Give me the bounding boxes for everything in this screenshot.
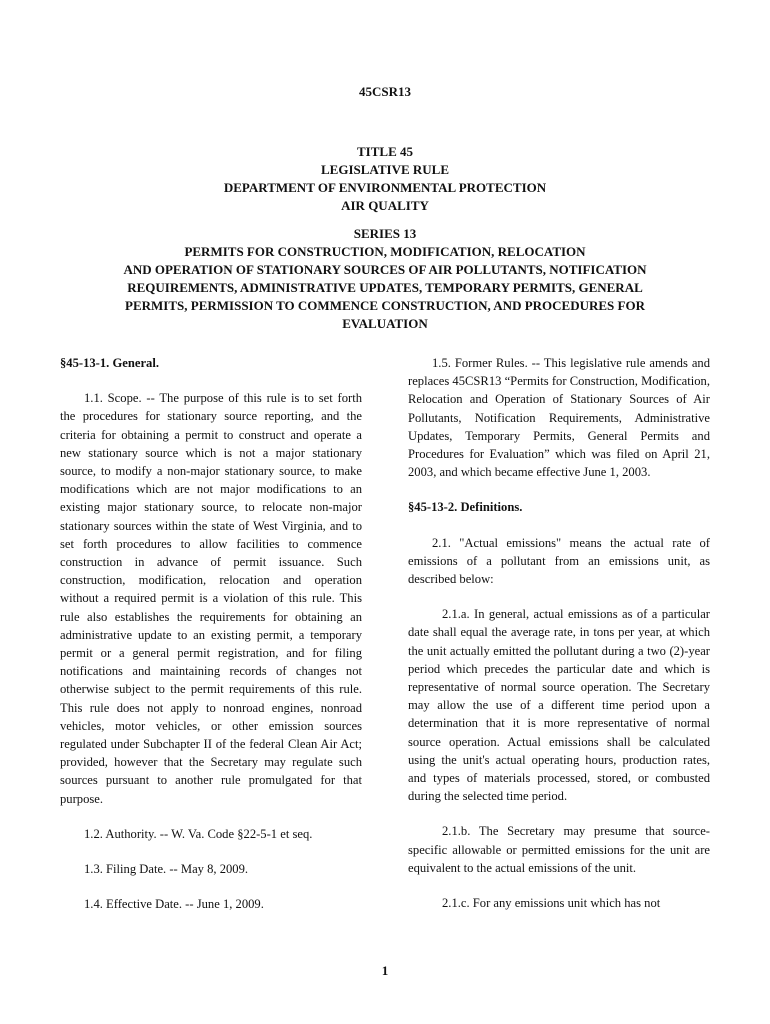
title-line: AIR QUALITY [341, 198, 429, 213]
section-heading-general: §45-13-1. General. [60, 356, 159, 370]
paragraph-authority: 1.2. Authority. -- W. Va. Code §22-5-1 et seq. [84, 826, 313, 841]
left-column [60, 354, 362, 913]
series-line: SERIES 13 [353, 226, 417, 241]
series-block [0, 225, 770, 333]
series-line: PERMITS, PERMISSION TO COMMENCE CONSTRUCTION, AND PROCEDURES FOR [125, 298, 645, 313]
series-line: PERMITS FOR CONSTRUCTION, MODIFICATION, RELOCATION [184, 244, 586, 259]
series-line: EVALUATION [342, 316, 428, 331]
paragraph-scope: 1.1. Scope. -- The purpose of this rule is to set forth the procedures for stationary source reporting, and the criteria for obtaining a permit to construct and operate a new stationary source which is not a major stationary source, to modify a non-major stationary source, to make modifications which are not major modifications to an existing major stationary source, to relocate non-major stationary sources within the state of West Virginia, and to set forth procedures to allow facilities to commence construction in advance of permit issuance. Such construction, modification, relocation and operation without a required permit is a violation of this rule. This rule also establishes the requirements for obtaining an administrative update to an existing permit, a temporary permit or a general permit registration, and for filing notifications and maintaining records of changes not otherwise subject to the permit requirements of this rule. This rule does not apply to nonroad engines, nonroad vehicles, motor vehicles, or other emission sources regulated under Subchapter II of the federal Clean Air Act; provided, however that the Secretary may regulate such sources pursuant to another rule promulgated for that purpose. [60, 391, 362, 806]
section-heading-definitions: §45-13-2. Definitions. [408, 500, 523, 515]
title-line: DEPARTMENT OF ENVIRONMENTAL PROTECTION [223, 180, 547, 195]
title-block [0, 143, 770, 215]
paragraph-former-rules: 1.5. Former Rules. -- This legislative rule amends and replaces 45CSR13 “Permits for Construction, Modification, Relocation and Operation of Stationary Sources of Air Pollutants, Notification Requirements, Administrative Updates, Temporary Permits, General Permits and Procedures for Evaluation” which was filed on April 21, 2003, and which became effective June 1, 2003. [408, 356, 710, 480]
page-number: 1 [381, 963, 389, 978]
paragraph-2-1-a: 2.1.a. In general, actual emissions as of a particular date shall equal the average rate, in tons per year, at which the unit actually emitted the pollutant during a two (2)-year period which precedes the particular date and which is representative of normal source operation. The Secretary may allow the use of a different time period upon a determination that it is more representative of normal source operation. Actual emissions shall be calculated using the unit's actual operating hours, production rates, and types of materials processed, stored, or combusted during the selected time period. [408, 607, 710, 804]
right-column [408, 354, 710, 912]
title-line: TITLE 45 [357, 144, 413, 159]
document-code: 45CSR13 [358, 84, 411, 99]
paragraph-filing-date: 1.3. Filing Date. -- May 8, 2009. [84, 862, 249, 877]
paragraph-actual-emissions: 2.1. "Actual emissions" means the actual rate of emissions of a pollutant from an emissions unit, as described below: [408, 535, 710, 587]
paragraph-2-1-b: 2.1.b. The Secretary may presume that source-specific allowable or permitted emissions for the unit are equivalent to the actual emissions of the unit. [408, 824, 710, 875]
series-line: AND OPERATION OF STATIONARY SOURCES OF AIR POLLUTANTS, NOTIFICATION [123, 262, 647, 277]
paragraph-2-1-c: 2.1.c. For any emissions unit which has not [442, 896, 661, 911]
paragraph-effective-date: 1.4. Effective Date. -- June 1, 2009. [84, 897, 264, 912]
title-line: LEGISLATIVE RULE [321, 162, 449, 177]
series-line: REQUIREMENTS, ADMINISTRATIVE UPDATES, TEMPORARY PERMITS, GENERAL [127, 280, 643, 295]
